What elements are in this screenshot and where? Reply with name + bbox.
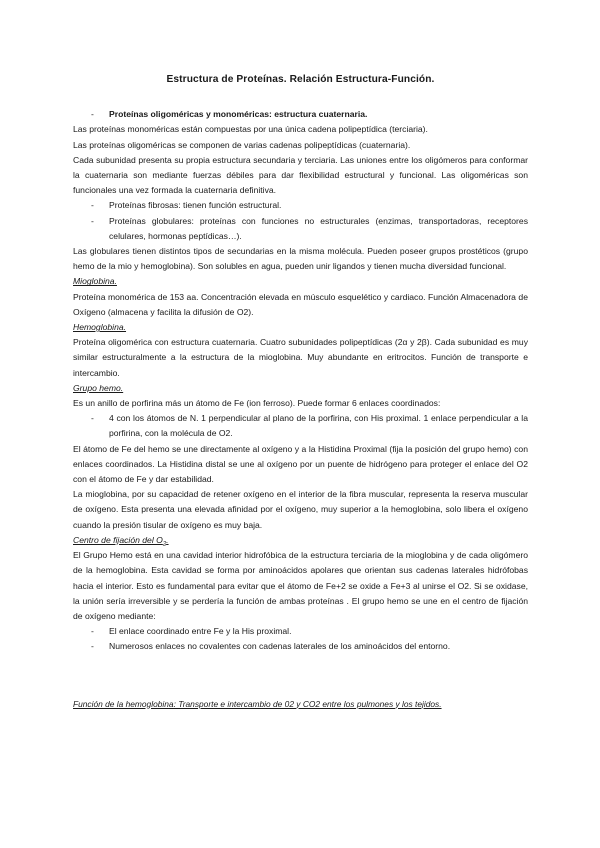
paragraph-reserva: La mioglobina, por su capacidad de retener oxígeno en el interior de la fibra muscular, representa la reserva muscular de oxígeno. Esta presenta una elevada afinidad por el oxígeno, muy superior a la hemoglobina, solo libera el oxígeno cuando la presión tisular de oxígeno es muy baja.: [73, 489, 528, 530]
paragraph-mioglobina: Proteína monomérica de 153 aa. Concentración elevada en músculo esquelético y cardiaco. Función Almacenadora de Oxígeno (almacena y facilita la difusión de O2).: [73, 291, 528, 317]
heading-bullet-text: Proteínas oligoméricas y monoméricas: estructura cuaternaria.: [109, 109, 368, 120]
paragraph-monomericas: Las proteínas monoméricas están compuestas por una única cadena polipeptídica (terciaria).: [73, 124, 428, 135]
section-heading-centro-fijacion: Centro de fijación del $O_2$.: [73, 534, 169, 548]
list-item: - 4 con los átomos de N. 1 perpendicular al plano de la porfirina, con His proximal. 1 enlace perpendicular a la porfirina, con la molécula de O2.: [91, 413, 528, 439]
paragraph-hemoglobina: Proteína oligomérica con estructura cuaternaria. Cuatro subunidades polipeptídicas (2α y 2β). Cada subunidad es muy similar estructuralmente a la estructura de la mioglobina. Muy abundante en eritrocitos. Función de transporte e intercambio.: [73, 337, 528, 378]
paragraph-oligomericas: Las proteínas oligoméricas se componen de varias cadenas polipeptídicas (cuaternaria).: [73, 139, 411, 150]
document-page: [73, 72, 528, 712]
section-heading-mioglobina: Mioglobina.: [73, 276, 117, 287]
paragraph-centro-fijacion: El Grupo Hemo está en una cavidad interior hidrofóbica de la estructura terciaria de la mioglobina y de cada oligómero de la hemoglobina. Esta cavidad se forma por aminoácidos apolares que orientan sus cadenas laterales hidrófobas hacia el interior. Esto es fundamental para evitar que el átomo de Fe+2 se oxide a Fe+3 al unirse el O2. Si se oxidase, la unión sería irreversible y se perdería la función de ambas proteínas . El grupo hemo se une en el centro de fijación de oxígeno mediante:: [73, 550, 528, 621]
heading-bullet: - Proteínas oligoméricas y monoméricas: estructura cuaternaria.: [73, 107, 528, 122]
page-title: Estructura de Proteínas. Relación Estructura-Función.: [166, 74, 435, 85]
list-item: - Numerosos enlaces no covalentes con cadenas laterales de los aminoácidos del entorno.: [91, 641, 451, 652]
section-heading-grupo-hemo: Grupo hemo.: [73, 382, 124, 393]
paragraph-grupo-hemo: Es un anillo de porfirina más un átomo de Fe (ion ferroso). Puede formar 6 enlaces coordinados:: [73, 398, 441, 409]
paragraph-atomo-fe: El átomo de Fe del hemo se une directamente al oxígeno y a la Histidina Proximal (fija la posición del grupo hemo) con enlaces coordinados. La Histidina distal se une al oxígeno por un puente de hidrógeno para proteger el enlace del O2 con el átomo de Fe y dar estabilidad.: [73, 443, 528, 485]
footer-heading: Función de la hemoglobina: Transporte e intercambio de 02 y CO2 entre los pulmones y los tejidos.: [73, 698, 442, 709]
list-item: - Proteínas globulares: proteínas con funciones no estructurales (enzimas, transportadoras, receptores celulares, hormonas peptídicas…).: [91, 215, 528, 241]
paragraph-subunidad: Cada subunidad presenta su propia estructura secundaria y terciaria. Las uniones entre los oligómeros para conformar la cuaternaria son mediante fuerzas débiles para dar flexibilidad estructural y funcional. Las oligoméricas son funcionales una vez formada la cuaternaria definitiva.: [73, 154, 528, 196]
paragraph-globulares: Las globulares tienen distintos tipos de secundarias en la misma molécula. Pueden poseer grupos prostéticos (grupo hemo de la mio y hemoglobina). Son solubles en agua, pueden unir ligandos y tienen mucha diversidad funcional.: [73, 246, 528, 272]
list-item: - Proteínas fibrosas: tienen función estructural.: [91, 200, 282, 211]
section-heading-hemoglobina: Hemoglobina.: [73, 322, 127, 333]
list-item: - El enlace coordinado entre Fe y la His proximal.: [91, 626, 292, 637]
